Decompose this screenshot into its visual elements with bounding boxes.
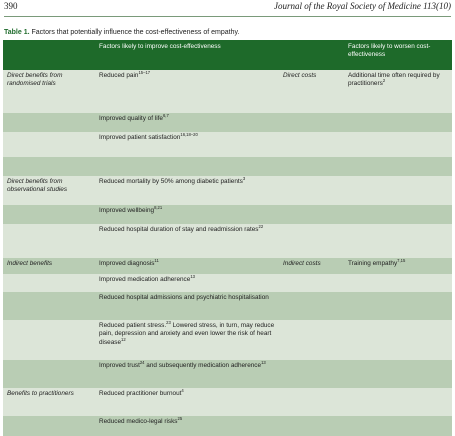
table-caption <box>4 29 239 36</box>
citation: 13 <box>190 273 195 279</box>
table-row <box>3 176 452 205</box>
citation: 11 <box>154 257 159 263</box>
cost-category: Indirect costs <box>283 260 321 267</box>
table-row <box>3 132 452 157</box>
table-row-empty <box>3 157 452 176</box>
improve-cell: Improved medication adherence$^{13}$ <box>99 273 195 283</box>
citation: 4 <box>181 387 184 393</box>
cost-category: Direct costs <box>283 72 317 79</box>
worsen-cell: Additional time often required by practitioners$^2$ <box>348 72 440 88</box>
improve-cell: Reduced mortality by 50% among diabetic patients$^3$ <box>99 175 246 185</box>
citation: 13 <box>261 359 266 365</box>
improve-cell: Reduced pain$^{15-17}$ <box>99 69 151 79</box>
table-row <box>3 274 452 292</box>
column-header-worsen: Factors likely to worsen cost-effectiveness <box>348 43 431 59</box>
table-header-row <box>3 40 452 70</box>
row-category: Benefits to practitioners <box>7 390 74 397</box>
citation: 12 <box>121 336 126 342</box>
citation: 6,7 <box>162 112 169 118</box>
row-category: Direct benefits from observational studies <box>7 178 68 194</box>
column-header <box>3 40 95 70</box>
table-row <box>3 320 452 360</box>
table-row <box>3 258 452 274</box>
citation: 2 <box>382 78 386 84</box>
row-category: Indirect benefits <box>7 260 53 267</box>
citation: 23 <box>166 319 171 325</box>
row-category: Direct benefits from randomised trials <box>7 72 63 88</box>
page-number: 390 <box>4 1 18 11</box>
table-row <box>3 113 452 132</box>
improve-cell: Reduced hospital duration of stay and readmission rates$^{22}$ <box>99 223 264 233</box>
citation: 3 <box>242 175 246 181</box>
improve-cell: Improved patient satisfaction$^{16,18-20}$ <box>99 131 198 141</box>
improve-cell: Reduced practitioner burnout$^4$ <box>99 387 184 397</box>
table-caption-label: Table 1. <box>4 29 30 36</box>
improve-cell: Improved diagnosis$^{11}$ <box>99 257 159 267</box>
running-header <box>4 0 451 17</box>
improve-cell: Improved wellbeing$^{8,21}$ <box>99 204 163 214</box>
improve-cell: Improved quality of life$^{6,7}$ <box>99 112 169 122</box>
table-row <box>3 70 452 113</box>
table-row <box>3 224 452 258</box>
column-header-improve: Factors likely to improve cost-effectiveness <box>99 43 221 50</box>
worsen-cell: Training empathy$^{7,15}$ <box>348 257 406 267</box>
citation: 8,21 <box>154 204 163 210</box>
table-row <box>3 388 452 416</box>
improve-cell: Reduced patient stress.$^{23}$ Lowered stress, in turn, may reduce pain, depression and anxiety and even lower the risk of heart disease$^{12}$ <box>99 319 275 346</box>
improve-cell: Reduced medico-legal risks$^{25}$ <box>99 415 183 425</box>
table-caption-text: Factors that potentially influence the cost-effectiveness of empathy. <box>31 29 240 36</box>
improve-cell: Improved trust$^{24}$ and subsequently medication adherence$^{13}$ <box>99 359 266 369</box>
improve-cell: Reduced hospital admissions and psychiatric hospitalisation <box>99 294 269 301</box>
journal-title: Journal of the Royal Society of Medicine 113(10) <box>273 1 451 11</box>
table-row <box>3 292 452 320</box>
table-row <box>3 416 452 436</box>
citation: 25 <box>177 415 183 421</box>
citation: 16,18–20 <box>180 131 198 137</box>
citation: 24 <box>139 359 145 365</box>
citation: 7,15 <box>397 257 406 263</box>
column-header <box>279 40 344 70</box>
table-row <box>3 360 452 388</box>
cost-effectiveness-table <box>3 40 452 436</box>
citation: 15–17 <box>138 69 151 75</box>
citation: 22 <box>258 223 264 229</box>
table-row <box>3 205 452 224</box>
